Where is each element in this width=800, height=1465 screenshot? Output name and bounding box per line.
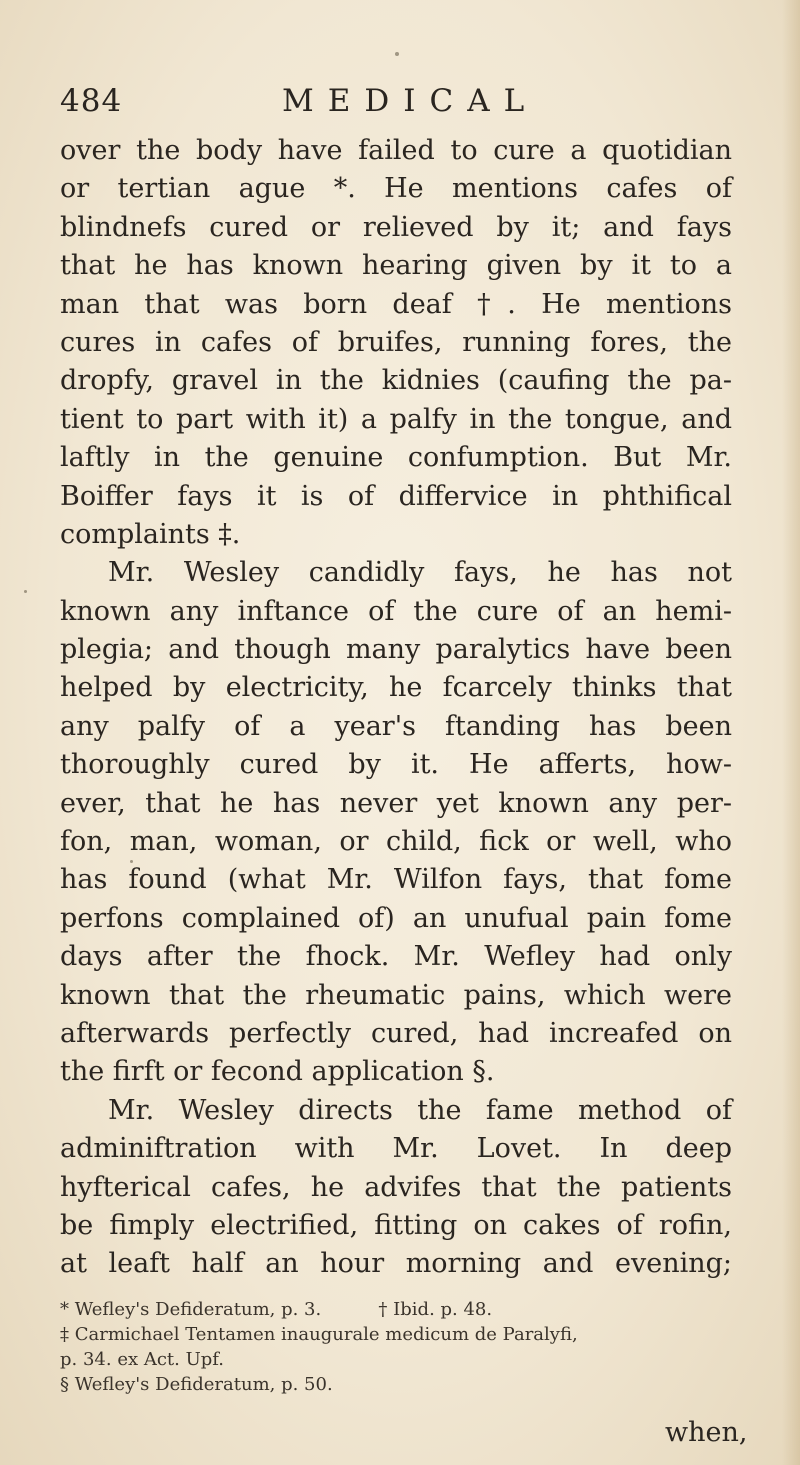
text-line: or tertian ague *. He mentions cafes of <box>60 173 732 205</box>
text-line: complaints ‡. <box>60 518 241 550</box>
text-line: afterwards perfectly cured, had increafed on <box>60 1017 732 1049</box>
text-line: man that was born deaf †. He mentions <box>60 288 732 320</box>
text-line: perfons complained of) an unufual pain fome <box>60 902 732 934</box>
footnote-line: ‡ Carmichael Tentamen inaugurale medicum de Paralyfi, <box>60 1324 578 1345</box>
running-head: MEDICAL <box>282 83 539 119</box>
paper-speck <box>395 52 399 56</box>
text-line: cures in cafes of bruifes, running fores, the <box>60 326 732 358</box>
paragraph-start: Mr. Wesley candidly fays, he has not <box>108 557 732 589</box>
text-line: blindnefs cured or relieved by it; and fays <box>60 211 732 243</box>
text-line: over the body have failed to cure a quotidian <box>60 135 732 166</box>
text-line: helped by electricity, he fcarcely thinks that <box>60 672 732 704</box>
text-line: known that the rheumatic pains, which were <box>60 979 732 1011</box>
paper-speck <box>130 860 133 863</box>
footnote-line: § Wefley's Defideratum, p. 50. <box>60 1374 333 1395</box>
text-line: Boiffer fays it is of differvice in phthifical <box>60 480 732 512</box>
text-line: tient to part with it) a palfy in the tongue, and <box>60 403 732 435</box>
footnotes <box>60 1297 732 1397</box>
footnote-line: * Wefley's Defideratum, p. 3. † Ibid. p. 48. <box>60 1299 493 1320</box>
page-header <box>60 76 760 126</box>
paragraph-start: Mr. Wesley directs the fame method of <box>108 1094 732 1126</box>
catchword: when, <box>665 1417 748 1448</box>
footnote-line: p. 34. ex Act. Upf. <box>60 1349 225 1370</box>
paper-speck <box>24 590 27 593</box>
page-edge-shadow <box>782 0 800 1465</box>
text-line: ever, that he has never yet known any per- <box>60 787 732 819</box>
text-line: adminiftration with Mr. Lovet. In deep <box>60 1133 732 1165</box>
text-line: days after the fhock. Mr. Wefley had only <box>60 941 732 973</box>
text-line: dropfy, gravel in the kidnies (caufing the pa- <box>60 365 732 397</box>
text-line: at leaft half an hour morning and evening; <box>60 1248 732 1280</box>
text-line: that he has known hearing given by it to a <box>60 250 732 282</box>
text-line: laftly in the genuine confumption. But Mr. <box>60 442 732 474</box>
text-line: hyfterical cafes, he advifes that the patients <box>60 1171 732 1203</box>
text-line: plegia; and though many paralytics have been <box>60 634 732 666</box>
page-number: 484 <box>60 83 123 119</box>
text-line: the firft or fecond application §. <box>60 1056 495 1088</box>
text-line: known any inftance of the cure of an hemi- <box>60 595 732 627</box>
text-line: fon, man, woman, or child, fick or well, who <box>60 826 732 858</box>
text-line: any palfy of a year's ftanding has been <box>60 710 732 742</box>
body-text <box>60 132 732 1284</box>
text-line: has found (what Mr. Wilfon fays, that fome <box>60 864 732 896</box>
text-line: be fimply electrified, fitting on cakes of rofin, <box>60 1209 732 1241</box>
text-line: thoroughly cured by it. He afferts, how- <box>60 749 732 781</box>
